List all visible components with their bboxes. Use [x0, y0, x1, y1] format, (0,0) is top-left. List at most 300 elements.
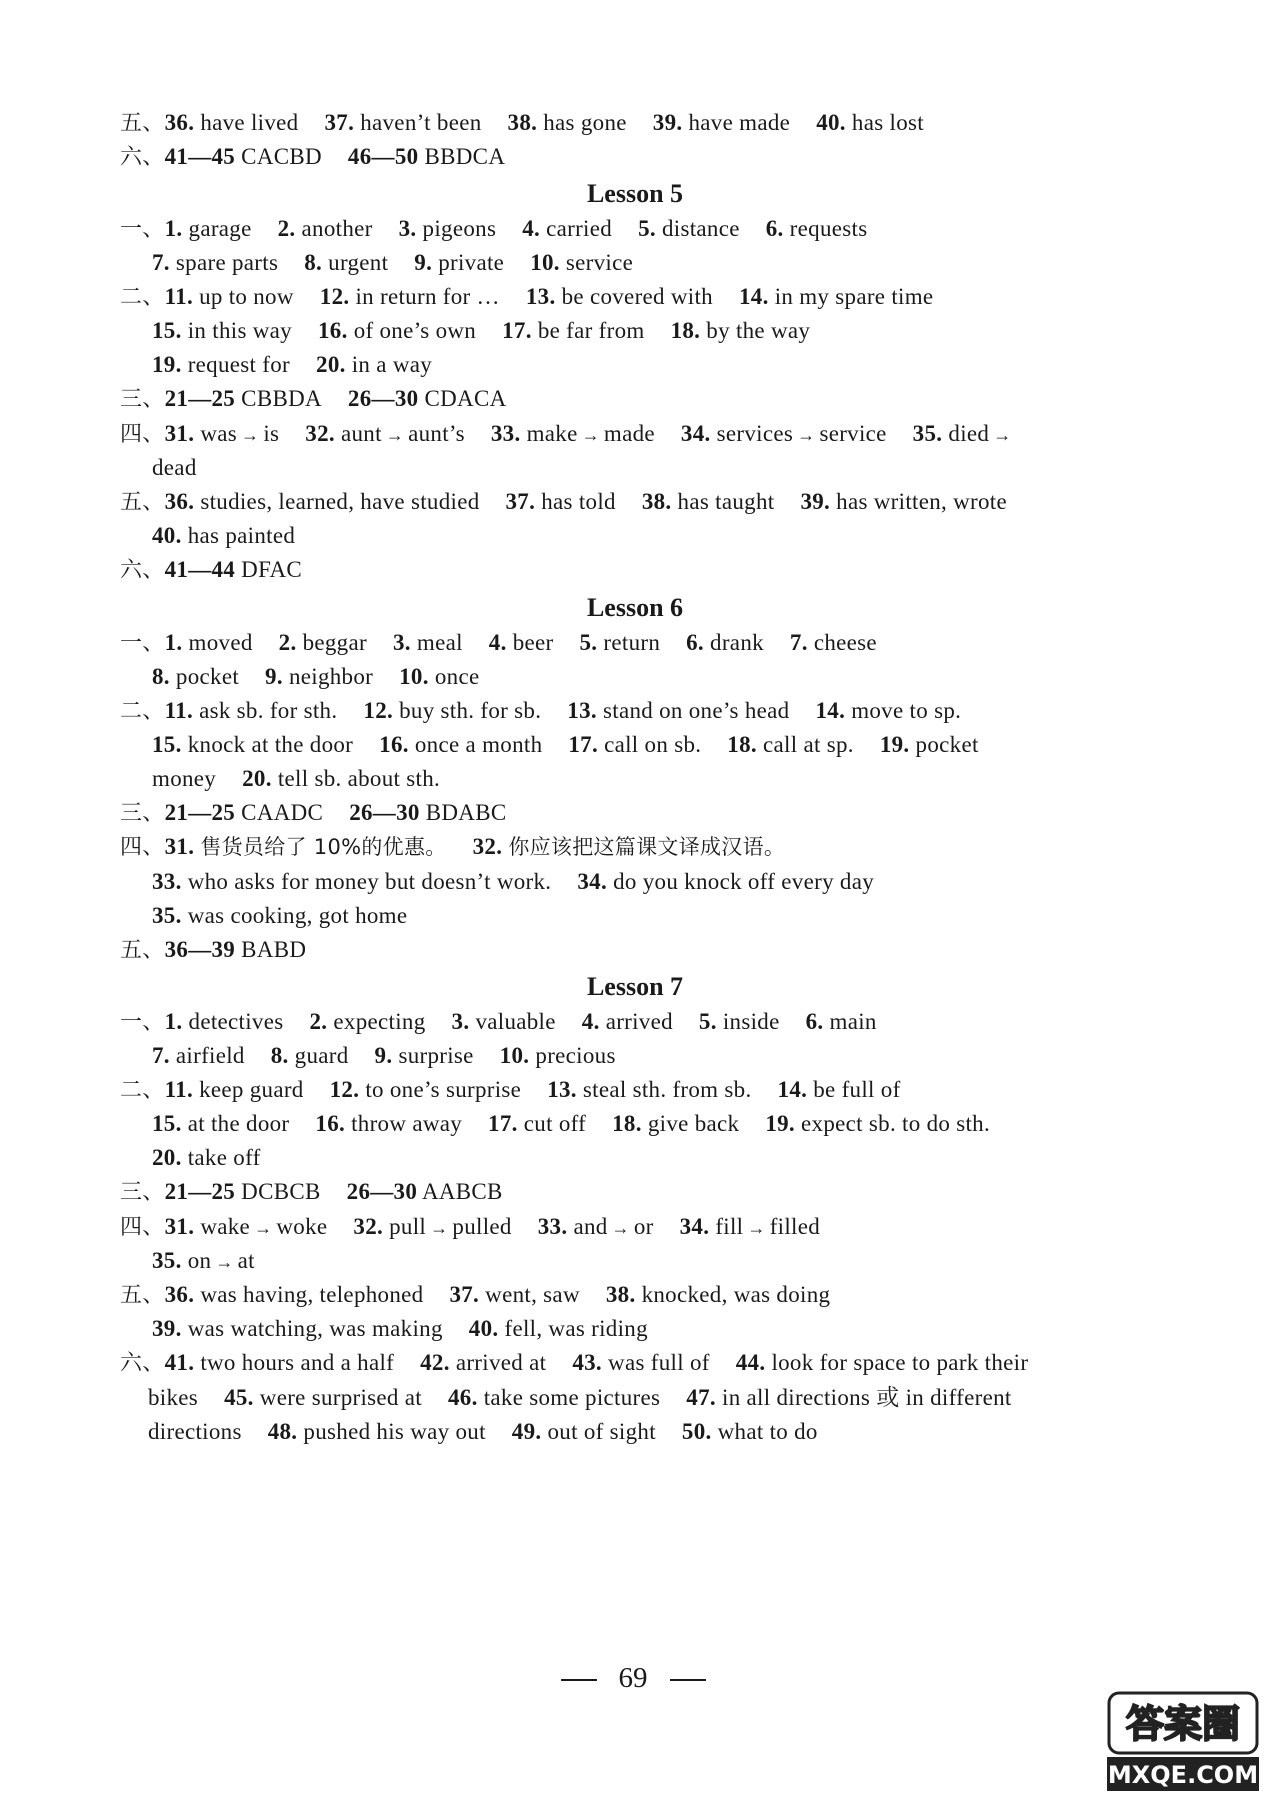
item-number: 16. [315, 1111, 346, 1136]
item-number: 12. [319, 284, 350, 309]
answer-text: studies, learned, have studied [200, 489, 480, 514]
item-number: 20. [316, 352, 346, 377]
answer-line [152, 1041, 1266, 1071]
item-number: 31. [164, 421, 195, 446]
answer-text: requests [789, 216, 868, 241]
answer-text: was watching, was making [187, 1316, 443, 1341]
answer-line [120, 555, 1266, 586]
item-number: 44. [735, 1350, 766, 1375]
item-number: 18. [612, 1111, 642, 1136]
item-number: 40. [152, 523, 182, 548]
answer-text: was full of [608, 1350, 710, 1375]
answer-text: was [200, 421, 237, 446]
answer-text: expecting [333, 1009, 426, 1034]
item-number: 11. [164, 1077, 193, 1102]
item-number: 17. [502, 318, 532, 343]
answer-text: dead [152, 455, 197, 480]
answer-text: take some pictures [483, 1385, 661, 1410]
answer-line [120, 282, 1266, 313]
answer-line [120, 214, 1266, 245]
answer-text: buy sth. for sb. [399, 698, 542, 723]
answer-text: 答案圈 [1125, 1702, 1241, 1746]
item-number: 40. [816, 110, 846, 135]
item-number: 17. [488, 1111, 518, 1136]
answer-text: 六、 [120, 145, 165, 170]
item-number: 41—45 [164, 144, 236, 169]
item-number: 15. [152, 1111, 182, 1136]
answer-text: knocked, was doing [641, 1282, 831, 1307]
item-number: 48. [267, 1419, 298, 1444]
answer-text: cut off [523, 1111, 587, 1136]
item-number: 36. [164, 1282, 195, 1307]
answer-text: be full of [813, 1077, 901, 1102]
answer-text: beer [512, 630, 554, 655]
answer-text: has told [541, 489, 616, 514]
answer-line [152, 316, 1266, 346]
answer-text: aunt [340, 421, 382, 446]
item-number: 32. [305, 421, 335, 446]
answer-line [120, 142, 1266, 173]
answer-text: 三、 [120, 801, 165, 826]
item-number: 1. [164, 1009, 183, 1034]
answer-text: private [438, 250, 505, 275]
page-number [0, 1662, 1266, 1695]
answer-text: pigeons [422, 216, 497, 241]
item-number: 46—50 [347, 144, 419, 169]
answer-text: 四、 [120, 422, 165, 447]
site-watermark-logo [1105, 1685, 1260, 1795]
arrow-icon: → [430, 1218, 449, 1238]
item-number: 9. [374, 1043, 393, 1068]
answer-text: have made [688, 110, 791, 135]
answer-text: 五、 [120, 1283, 165, 1308]
answer-text: pocket [175, 664, 240, 689]
answer-line [120, 832, 1266, 863]
answer-text: BDABC [425, 800, 507, 825]
answer-text: out of sight [547, 1419, 656, 1444]
item-number: 50. [681, 1419, 712, 1444]
answer-text: look for space to park their [771, 1350, 1029, 1375]
answer-text: MXQE.COM [1107, 1761, 1259, 1789]
answer-text: and [573, 1214, 608, 1239]
item-number: 37. [324, 110, 355, 135]
arrow-icon: → [993, 425, 1012, 445]
arrow-icon: → [797, 425, 816, 445]
answer-text: in this way [187, 318, 292, 343]
answer-text: CBBDA [241, 386, 322, 411]
answer-line [120, 696, 1266, 727]
answer-text: was having, telephoned [200, 1282, 424, 1307]
item-number: 33. [490, 421, 521, 446]
item-number: 42. [420, 1350, 450, 1375]
item-number: 14. [738, 284, 769, 309]
answer-line [152, 350, 1266, 380]
answer-text: call at sp. [763, 732, 854, 757]
answer-line [152, 764, 1266, 794]
answer-line [120, 935, 1266, 966]
answer-text: DFAC [241, 557, 303, 582]
answer-line [120, 1075, 1266, 1106]
answer-text: 四、 [120, 835, 165, 860]
answer-text: of one’s own [353, 318, 477, 343]
answer-line [152, 453, 1266, 483]
answer-text: 五、 [120, 111, 165, 136]
item-number: 34. [577, 869, 608, 894]
answer-text: or [633, 1214, 654, 1239]
answer-text: filled [769, 1214, 821, 1239]
item-number: 6. [805, 1009, 824, 1034]
answer-text: expect sb. to do sth. [801, 1111, 991, 1136]
answer-text: pushed his way out [303, 1419, 486, 1444]
item-number: 21—25 [164, 800, 236, 825]
answer-text: take off [187, 1145, 261, 1170]
answer-text: drank [710, 630, 764, 655]
answer-text: detectives [188, 1009, 284, 1034]
answer-text: 一、 [120, 1010, 165, 1035]
item-number: 5. [638, 216, 656, 241]
answer-text: urgent [328, 250, 389, 275]
answer-text: meal [416, 630, 463, 655]
answer-line [148, 1383, 1266, 1413]
answer-text: has written, wrote [836, 489, 1007, 514]
item-number: 32. [353, 1214, 384, 1239]
answer-text: 二、 [120, 1078, 165, 1103]
item-number: 7. [789, 630, 808, 655]
item-number: 20. [242, 766, 272, 791]
item-number: 14. [815, 698, 846, 723]
answer-text: steal sth. from sb. [582, 1077, 752, 1102]
answer-text: BBDCA [424, 144, 506, 169]
answer-text: what to do [717, 1419, 818, 1444]
answer-text: garage [188, 216, 252, 241]
item-number: 26—30 [346, 1179, 418, 1204]
item-number: 33. [537, 1214, 568, 1239]
item-number: 4. [488, 630, 507, 655]
answer-text: 三、 [120, 1180, 165, 1205]
item-number: 36. [164, 489, 195, 514]
answer-text: 五、 [120, 490, 165, 515]
item-number: 8. [270, 1043, 289, 1068]
item-number: 10. [499, 1043, 530, 1068]
item-number: 35. [152, 1248, 182, 1273]
answer-text: be far from [537, 318, 645, 343]
item-number: 34. [679, 1214, 710, 1239]
answer-text: CAADC [241, 800, 324, 825]
answer-text: BABD [241, 937, 307, 962]
item-number: 4. [522, 216, 541, 241]
item-number: 36. [164, 110, 195, 135]
answer-text: CDACA [424, 386, 507, 411]
answer-text: went, saw [485, 1282, 580, 1307]
item-number: 9. [265, 664, 283, 689]
answer-text: died [948, 421, 990, 446]
answer-line [120, 487, 1266, 518]
item-number: 49. [511, 1419, 542, 1444]
item-number: 40. [468, 1316, 499, 1341]
answer-text: guard [294, 1043, 349, 1068]
item-number: 33. [152, 869, 182, 894]
answer-text: 六、 [120, 1351, 165, 1376]
item-number: 20. [152, 1145, 182, 1170]
item-number: 46. [447, 1385, 478, 1410]
lesson-heading: Lesson 6 [586, 593, 684, 622]
item-number: 14. [777, 1077, 808, 1102]
answer-text: at [237, 1248, 255, 1273]
answer-line [120, 1212, 1266, 1243]
item-number: 37. [449, 1282, 480, 1307]
answer-text: on [187, 1248, 212, 1273]
answer-text: call on sb. [604, 732, 702, 757]
item-number: 8. [152, 664, 170, 689]
item-number: 12. [363, 698, 394, 723]
answer-line [120, 1177, 1266, 1208]
answer-text: throw away [351, 1111, 463, 1136]
answer-text: were surprised at [259, 1385, 422, 1410]
item-number: 38. [605, 1282, 636, 1307]
answer-text: inside [722, 1009, 780, 1034]
answer-text: 三、 [120, 387, 165, 412]
item-number: 1. [164, 630, 183, 655]
answer-text: haven’t been [360, 110, 482, 135]
item-number: 13. [547, 1077, 577, 1102]
answer-text: surprise [398, 1043, 474, 1068]
item-number: 13. [567, 698, 597, 723]
item-number: 39. [152, 1316, 182, 1341]
answer-text: have lived [200, 110, 299, 135]
item-number: 26—30 [349, 800, 420, 825]
answer-text: in a way [351, 352, 433, 377]
answer-line [148, 1417, 1266, 1447]
answer-text: move to sp. [851, 698, 962, 723]
answer-line [120, 1348, 1266, 1379]
answer-text: to one’s surprise [365, 1077, 522, 1102]
answer-line [120, 1007, 1266, 1038]
answer-text: in return for … [355, 284, 500, 309]
arrow-icon: → [241, 425, 260, 445]
answer-line [152, 248, 1266, 278]
answer-text: be covered with [561, 284, 713, 309]
item-number: 1. [164, 216, 183, 241]
item-number: 35. [912, 421, 943, 446]
lesson-heading: Lesson 7 [586, 972, 684, 1001]
answer-text: service [819, 421, 887, 446]
item-number: 17. [568, 732, 599, 757]
answer-text: carried [546, 216, 613, 241]
answer-text: 二、 [120, 285, 165, 310]
item-number: 39. [652, 110, 683, 135]
answer-line [120, 628, 1266, 659]
answer-text: 六、 [120, 558, 165, 583]
answer-line [120, 108, 1266, 139]
item-number: 11. [164, 284, 193, 309]
answer-text: beggar [302, 630, 367, 655]
item-number: 45. [224, 1385, 254, 1410]
arrow-icon: → [747, 1218, 766, 1238]
answer-text: was cooking, got home [187, 903, 408, 928]
item-number: 32. [472, 834, 503, 859]
item-number: 5. [698, 1009, 717, 1034]
answer-text: do you knock off every day [613, 869, 875, 894]
answer-text: services [716, 421, 794, 446]
answer-text: by the way [706, 318, 811, 343]
item-number: 11. [164, 698, 193, 723]
answer-text: once a month [414, 732, 543, 757]
item-number: 21—25 [164, 386, 236, 411]
answer-line [152, 901, 1266, 931]
arrow-icon: → [385, 425, 405, 445]
answer-text: make [526, 421, 578, 446]
lesson-heading: Lesson 5 [586, 179, 684, 208]
item-number: 6. [765, 216, 784, 241]
answer-text: who asks for money but doesn’t work. [187, 869, 552, 894]
answer-text: ask sb. for sth. [199, 698, 338, 723]
arrow-icon: → [611, 1218, 630, 1238]
item-number: 26—30 [347, 386, 419, 411]
answer-text: in my spare time [774, 284, 934, 309]
item-number: 31. [164, 834, 195, 859]
item-number: 34. [680, 421, 711, 446]
answer-text: precious [535, 1043, 616, 1068]
answer-text: tell sb. about sth. [277, 766, 441, 791]
answer-line [120, 798, 1266, 829]
answer-text: pull [389, 1214, 427, 1239]
answer-text: has painted [187, 523, 296, 548]
item-number: 3. [392, 630, 411, 655]
answer-text: pocket [915, 732, 979, 757]
answer-text: fill [715, 1214, 744, 1239]
answer-text: arrived [605, 1009, 673, 1034]
answer-text: stand on one’s head [603, 698, 790, 723]
arrow-icon: → [254, 1218, 273, 1238]
answer-text: up to now [199, 284, 294, 309]
answer-text: 二、 [120, 699, 165, 724]
item-number: 13. [525, 284, 556, 309]
item-number: 7. [152, 250, 170, 275]
item-number: 38. [507, 110, 538, 135]
item-number: 6. [686, 630, 704, 655]
item-number: 16. [379, 732, 409, 757]
answer-text: fell, was riding [504, 1316, 648, 1341]
answer-text: knock at the door [187, 732, 354, 757]
answer-line [152, 521, 1266, 551]
answer-text: valuable [475, 1009, 556, 1034]
answer-line [152, 1314, 1266, 1344]
answer-text: 五、 [120, 938, 165, 963]
answer-text: give back [647, 1111, 740, 1136]
answer-text: pulled [452, 1214, 512, 1239]
item-number: 39. [800, 489, 831, 514]
item-number: 10. [530, 250, 560, 275]
answer-text: 售货员给了 10%的优惠。 [200, 835, 447, 859]
answer-line [152, 1109, 1266, 1139]
answer-text: has lost [851, 110, 924, 135]
answer-text: aunt’s [408, 421, 465, 446]
arrow-icon: → [215, 1252, 234, 1272]
answer-text: 一、 [120, 631, 165, 656]
answer-text: spare parts [175, 250, 279, 275]
answer-text: neighbor [288, 664, 374, 689]
answer-text: return [603, 630, 661, 655]
item-number: 35. [152, 903, 182, 928]
answer-text: wake [200, 1214, 251, 1239]
item-number: 8. [304, 250, 323, 275]
answer-text: once [434, 664, 480, 689]
item-number: 5. [579, 630, 598, 655]
item-number: 15. [152, 318, 182, 343]
answer-line [120, 419, 1266, 450]
answer-text: moved [188, 630, 253, 655]
answer-text: money [152, 766, 217, 791]
answer-text: keep guard [199, 1077, 304, 1102]
item-number: 12. [329, 1077, 360, 1102]
answer-text: is [263, 421, 280, 446]
item-number: 38. [641, 489, 672, 514]
answer-text: main [829, 1009, 877, 1034]
answer-text: CACBD [241, 144, 322, 169]
item-number: 4. [581, 1009, 600, 1034]
item-number: 19. [765, 1111, 795, 1136]
answer-text: DCBCB [241, 1179, 321, 1204]
answer-text: in all directions 或 in different [722, 1385, 1012, 1410]
answer-text: directions [148, 1419, 242, 1444]
item-number: 2. [277, 216, 296, 241]
item-number: 21—25 [164, 1179, 236, 1204]
answer-line [152, 1246, 1266, 1277]
answer-text: 一、 [120, 217, 165, 242]
answer-text: made [603, 421, 655, 446]
item-number: 47. [686, 1385, 716, 1410]
answer-text: service [565, 250, 634, 275]
arrow-icon: → [581, 425, 600, 445]
answer-line [152, 1143, 1266, 1173]
answer-line [152, 662, 1266, 692]
item-number: 10. [399, 664, 429, 689]
item-number: 16. [317, 318, 348, 343]
item-number: 18. [727, 732, 757, 757]
answer-text: at the door [187, 1111, 290, 1136]
item-number: 3. [451, 1009, 470, 1034]
answer-text: 你应该把这篇课文译成汉语。 [508, 835, 786, 859]
item-number: 19. [879, 732, 910, 757]
answer-text: request for [187, 352, 291, 377]
item-number: 41—44 [164, 557, 236, 582]
answer-text: another [301, 216, 373, 241]
answer-text: cheese [813, 630, 877, 655]
item-number: 41. [164, 1350, 195, 1375]
item-number: 7. [152, 1043, 170, 1068]
item-number: 43. [572, 1350, 602, 1375]
answer-text: airfield [175, 1043, 245, 1068]
answer-text: 69 [618, 1662, 648, 1694]
answer-line [120, 384, 1266, 415]
answer-text: 四、 [120, 1215, 165, 1240]
item-number: 19. [152, 352, 182, 377]
item-number: 37. [505, 489, 536, 514]
item-number: 2. [309, 1009, 328, 1034]
answer-text: distance [661, 216, 740, 241]
item-number: 3. [398, 216, 417, 241]
item-number: 31. [164, 1214, 195, 1239]
item-number: 36—39 [164, 937, 236, 962]
answer-text: two hours and a half [200, 1350, 395, 1375]
item-number: 18. [670, 318, 701, 343]
item-number: 9. [414, 250, 433, 275]
answer-text: arrived at [455, 1350, 547, 1375]
answer-line [152, 730, 1266, 760]
answer-text: woke [276, 1214, 328, 1239]
item-number: 2. [278, 630, 297, 655]
answer-line [152, 867, 1266, 897]
